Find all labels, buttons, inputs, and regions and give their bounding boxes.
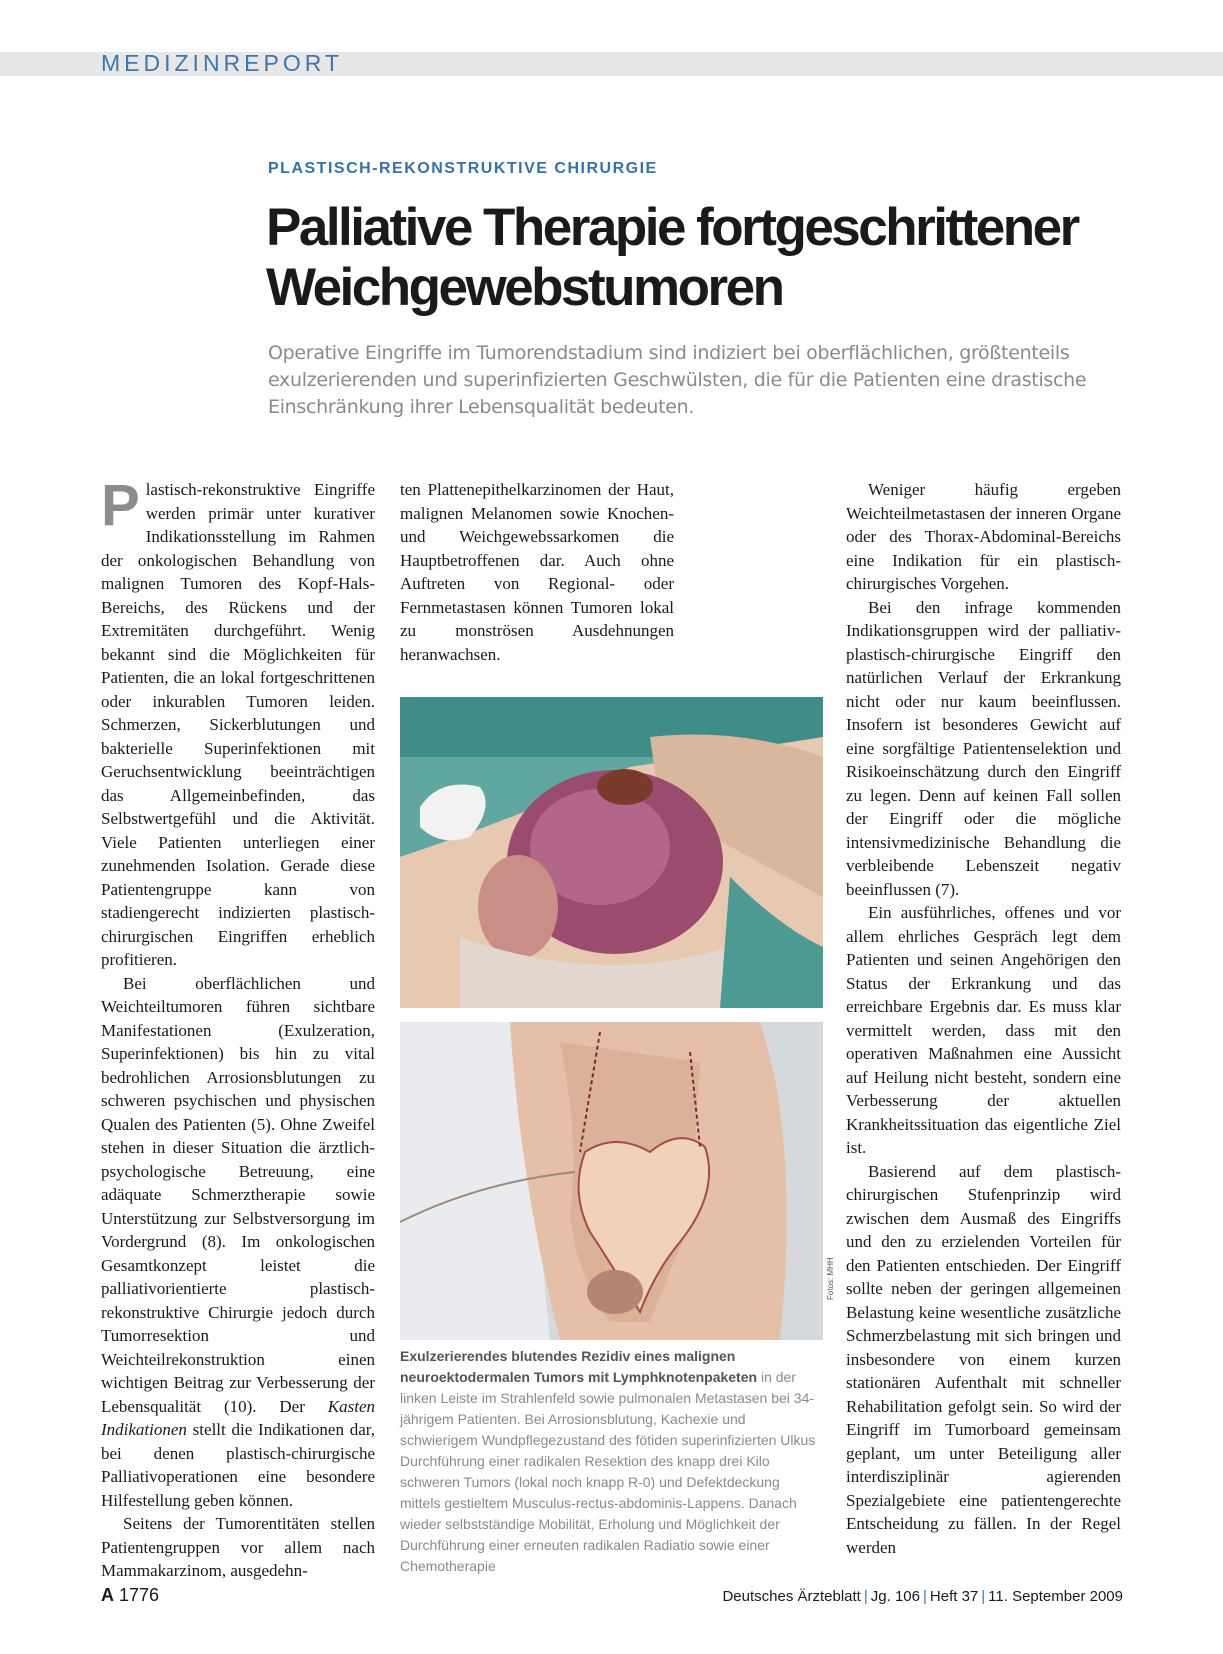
title-line-1: Palliative Therapie fortgeschrittener <box>266 198 1078 257</box>
paragraph: Ein ausführliches, offenes und vor allem ehrliches Gespräch legt dem Patienten und seinen Angehörigen den Status der Erkrankung und das erreichbare Ergebnis dar. Es muss klar vermittelt werden, dass mit den operativen Maßnahmen eine Aussicht auf Heilung nicht besteht, sondern eine Verbesserung der aktuellen Krankheitssituation das eigentliche Ziel ist. <box>846 903 1121 1157</box>
separator: | <box>863 1588 868 1605</box>
paragraph-text: lastisch-rekonstruktive Eingriffe werden primär unter kurativer Indikationsstellung im Rahmen der onkologischen Behandlung von malignen Tumoren des Kopf-Hals-Bereichs, des Rückens und der Extremitäten durchgeführt. Wenig bekannt sind die Möglichkeiten für Patienten, die an lokal fortgeschrittenen oder inkurablen Tumoren leiden. Schmerzen, Sickerblutungen und bakterielle Superinfektionen mit Geruchsentwicklung beeinträchtigen das Allgemeinbefinden, das Selbstwertgefühl und die Aktivität. Viele Patienten unterliegen einer zunehmenden Isolation. Gerade diese Patientengruppe kann von stadiengerecht indizierten plastisch-chirurgischen Eingriffen erheblich profitieren. <box>101 480 375 969</box>
caption-text: in der linken Leiste im Strahlenfeld sowie pulmonalen Metastasen bei 34-jährigem Patienten. Bei Arrosionsblutung, Kachexie und schwierigem Wundpflegezustand des fötiden superinfizierten Ulkus Durchführung einer radikalen Resektion des knapp drei Kilo schweren Tumors (lokal noch knapp R-0) und Defektdeckung mittels gestieltem Musculus-rectus-abdominis-Lappens. Danach wieder selbstständige Mobilität, Erholung und Möglichkeit der Durchführung einer erneuten radikalen Radiatio sowie einer Chemotherapie <box>400 1369 816 1574</box>
photo-postoperative <box>400 1022 823 1340</box>
journal-volume: Jg. 106 <box>870 1588 920 1605</box>
text-column-2 <box>400 478 674 666</box>
journal-issue: Heft 37 <box>929 1588 979 1605</box>
caption-lead-in: Exulzerierendes blutendes Rezidiv eines malignen neuroektodermalen Tumors mit Lymphknotenpaketen <box>400 1348 758 1385</box>
section-label: MEDIZINREPORT <box>101 50 343 76</box>
text-column-3 <box>846 478 1121 1559</box>
paragraph-text: Bei oberflächlichen und Weichteiltumoren führen sichtbare Manifestationen (Exulzeration, Superinfektionen) bis hin zu vital bedrohlichen Arrosionsblutungen zu schweren psychischen und physischen Qualen des Patienten (5). Ohne Zweifel stehen in dieser Situation die ärztlich-psychologische Betreuung, eine adäquate Schmerztherapie sowie Unterstützung zur Selbstversorgung im Vordergrund (8). Im onkologischen Gesamtkonzept leistet die palliativorientierte plastisch-rekonstruktive Chirurgie jedoch durch Tumorresektion und Weichteilrekonstruktion einen wichtigen Beitrag zur Verbesserung der Lebensqualität (10). Der <box>101 973 375 1416</box>
separator: | <box>922 1588 927 1605</box>
paragraph: Weniger häufig ergeben Weichteilmetastasen der inneren Organe oder des Thorax-Abdominal-Bereichs eine Indikation für ein plastisch-chirurgisches Vorgehen. <box>846 480 1121 593</box>
box-reference: Kasten Indikationen <box>101 1396 375 1439</box>
separator: | <box>981 1588 986 1605</box>
journal-date: 11. September 2009 <box>988 1588 1123 1605</box>
paragraph: ten Plattenepithelkarzinomen der Haut, malignen Melanomen sowie Knochen- und Weichgewebssarkomen die Hauptbetroffenen dar. Auch ohne Auftreten von Regional- oder Fernmetastasen können Tumoren lokal zu monströsen Ausdehnungen heranwachsen. <box>400 480 674 664</box>
paragraph <box>101 473 375 972</box>
paragraph-text: stellt die Indikationen dar, bei denen plastisch-chirurgische Palliativoperationen eine besondere Hilfestellung geben können. <box>101 1420 375 1510</box>
paragraph <box>101 972 375 1513</box>
article-title <box>266 198 1166 318</box>
paragraph: Basierend auf dem plastisch-chirurgischen Stufenprinzip wird zwischen dem Ausmaß des Eingriffs und den zu erzielenden Vorteilen für den Patienten entschieden. Der Eingriff sollte neben der geringen allgemeinen Belastung keine wesentliche zusätzliche Schmerzbelastung mit sich bringen und insbesondere von einem kurzen stationären Aufenthalt mit schneller Rehabilitation gefolgt sein. So wird der Eingriff im Tumorboard gemeinsam geplant, um unter Beteiligung aller interdisziplinär agierenden Spezialgebiete eine patientengerechte Entscheidung zu fällen. In der Regel werden <box>846 1161 1121 1557</box>
page-number-value: 1776 <box>119 1585 160 1605</box>
page-number <box>101 1585 159 1606</box>
photo-credit: Fotos: MHH <box>826 1257 835 1300</box>
photo-preoperative <box>400 697 823 1008</box>
article-lead: Operative Eingriffe im Tumorendstadium sind indiziert bei oberflächlichen, größtenteils exulzerierenden und superinfizierten Geschwülsten, die für die Patienten eine drastische Einschränkung ihrer Lebensqualität bedeuten. <box>268 342 1087 418</box>
journal-info <box>722 1588 1123 1605</box>
title-line-2: Weichgewebstumoren <box>266 258 783 317</box>
article-kicker: PLASTISCH-REKONSTRUKTIVE CHIRURGIE <box>268 160 658 177</box>
journal-name: Deutsches Ärzteblatt <box>722 1588 861 1605</box>
paragraph: Bei den infrage kommenden Indikationsgruppen wird der palliativ-plastisch-chirurgische Eingriff den natürlichen Verlauf der Erkrankung nicht oder nur kaum beeinflussen. Insofern ist besonderes Gewicht auf eine sorgfältige Patientenselektion und Risikoeinschätzung durch den Eingriff zu legen. Denn auf keinen Fall sollen der Eingriff oder die mögliche intensivmedizinische Behandlung die verbleibende Lebenszeit negativ beeinflussen (7). <box>846 597 1121 899</box>
paragraph: Seitens der Tumorentitäten stellen Patientengruppen vor allem nach Mammakarzinom, ausgedehn- <box>101 1514 375 1580</box>
text-column-1 <box>101 473 375 1583</box>
drop-cap: P <box>101 473 140 538</box>
page-prefix: A <box>101 1585 114 1605</box>
figure-caption <box>400 1346 823 1577</box>
